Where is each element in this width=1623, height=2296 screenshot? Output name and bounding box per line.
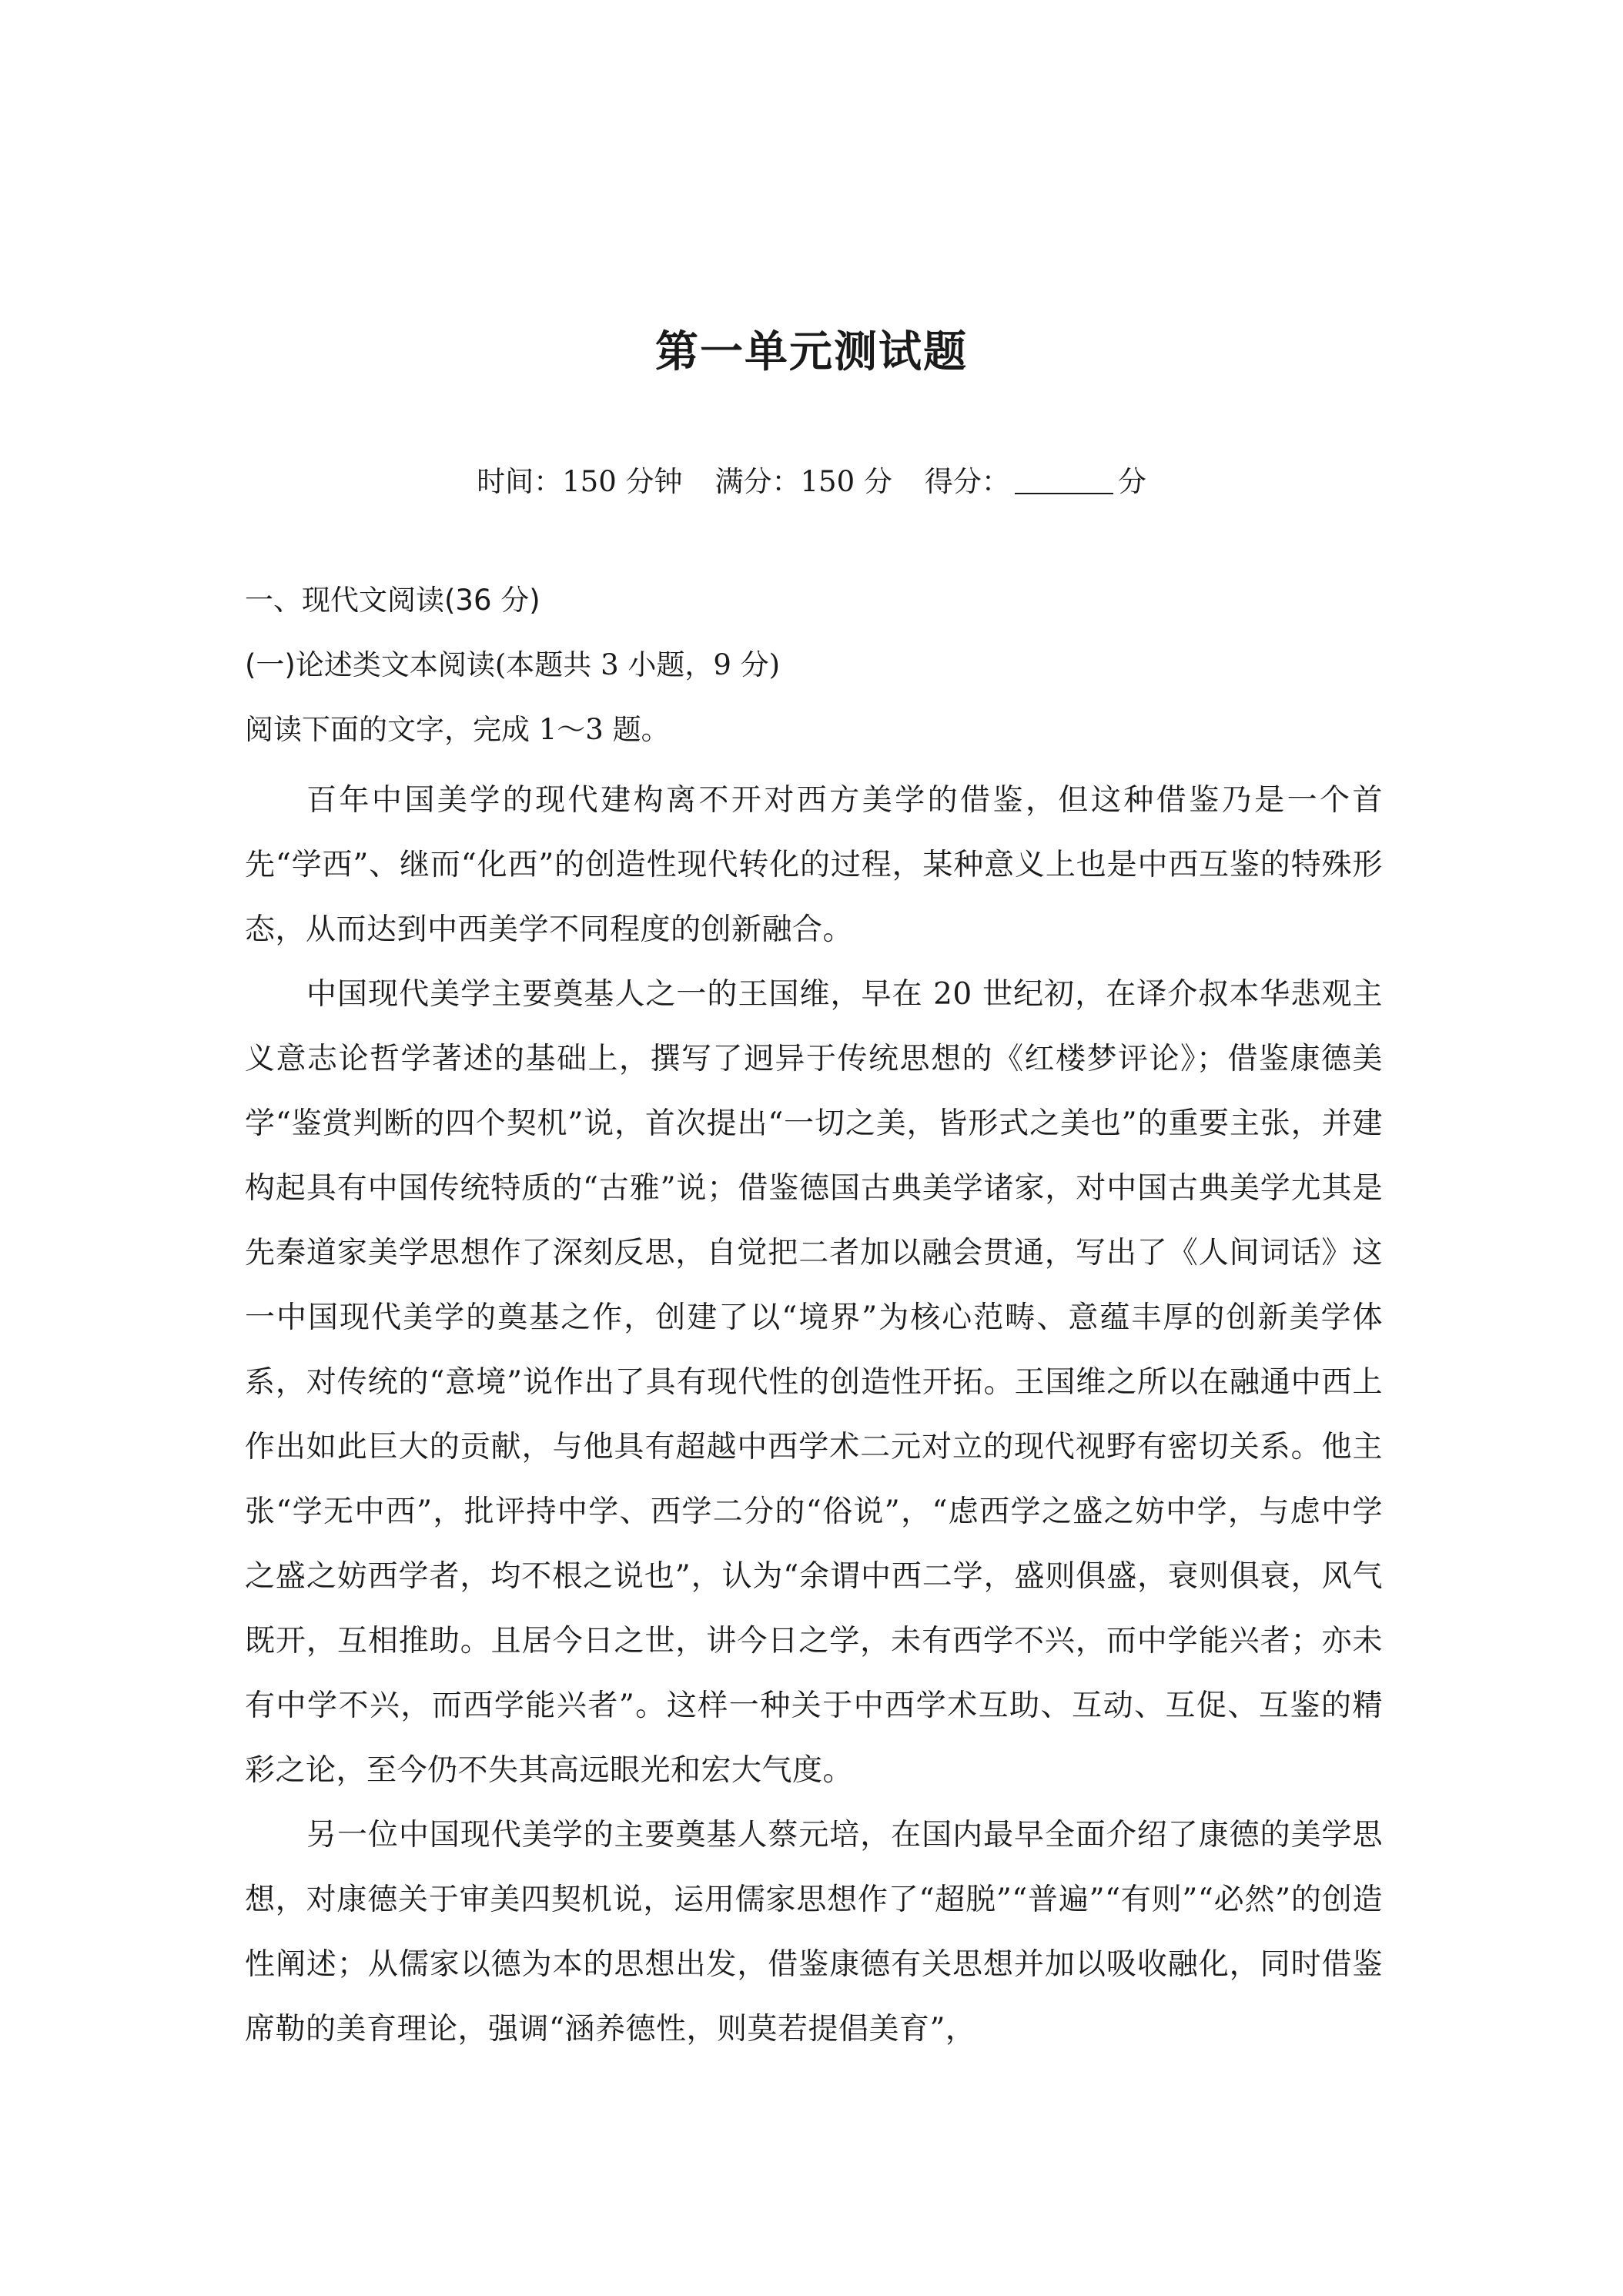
passage-paragraph: 中国现代美学主要奠基人之一的王国维，早在 20 世纪初，在译介叔本华悲观主义意志论哲学著述的基础上，撰写了迥异于传统思想的《红楼梦评论》；借鉴康德美学“鉴赏判断的四个契机”说，首次提出“一切之美，皆形式之美也”的重要主张，并建构起具有中国传统特质的“古雅”说；借鉴德国古典美学诸家，对中国古典美学尤其是先秦道家美学思想作了深刻反思，自觉把二者加以融会贯通，写出了《人间词话》这一中国现代美学的奠基之作，创建了以“境界”为核心范畴、意蕴丰厚的创新美学体系，对传统的“意境”说作出了具有现代性的创造性开拓。王国维之所以在融通中西上作出如此巨大的贡献，与他具有超越中西学术二元对立的现代视野有密切关系。他主张“学无中西”，批评持中学、西学二分的“俗说”，“虑西学之盛之妨中学，与虑中学之盛之妨西学者，均不根之说也”，认为“余谓中西二学，盛则俱盛，衰则俱衰，风气既开，互相推助。且居今日之世，讲今日之学，未有西学不兴，而中学能兴者；亦未有中学不兴，而西学能兴者”。这样一种关于中西学术互助、互动、互促、互鉴的精彩之论，至今仍不失其高远眼光和宏大气度。 [245, 977, 1383, 1788]
score-unit: 分 [1117, 465, 1146, 498]
score-blank [1015, 465, 1113, 494]
subsection-note: (本题共 3 小题，9 分) [494, 648, 781, 681]
section-heading: 一、现代文阅读(36 分) [245, 584, 540, 617]
time-limit: 时间：150 分钟 [477, 465, 683, 498]
exam-meta [0, 460, 1623, 504]
score-label: 得分： [924, 465, 1010, 498]
passage-paragraph: 另一位中国现代美学的主要奠基人蔡元培，在国内最早全面介绍了康德的美学思想，对康德关于审美四契机说，运用儒家思想作了“超脱”“普遍”“有则”“必然”的创造性阐述；从儒家以德为本的思想出发，借鉴康德有关思想并加以吸收融化，同时借鉴席勒的美育理论，强调“涵养德性，则莫若提倡美育”， [245, 1818, 1383, 2047]
passage-paragraph: 百年中国美学的现代建构离不开对西方美学的借鉴，但这种借鉴乃是一个首先“学西”、继而“化西”的创造性现代转化的过程，某种意义上也是中西互鉴的特殊形态，从而达到中西美学不同程度的创新融合。 [245, 783, 1383, 947]
page-title: 第一单元测试题 [655, 327, 968, 377]
reading-instruction: 阅读下面的文字，完成 1～3 题。 [245, 713, 670, 746]
reading-passage [245, 768, 1383, 2062]
subsection-heading [245, 644, 780, 687]
full-score: 满分：150 分 [714, 465, 892, 498]
subsection-title: (一)论述类文本阅读 [245, 648, 495, 681]
